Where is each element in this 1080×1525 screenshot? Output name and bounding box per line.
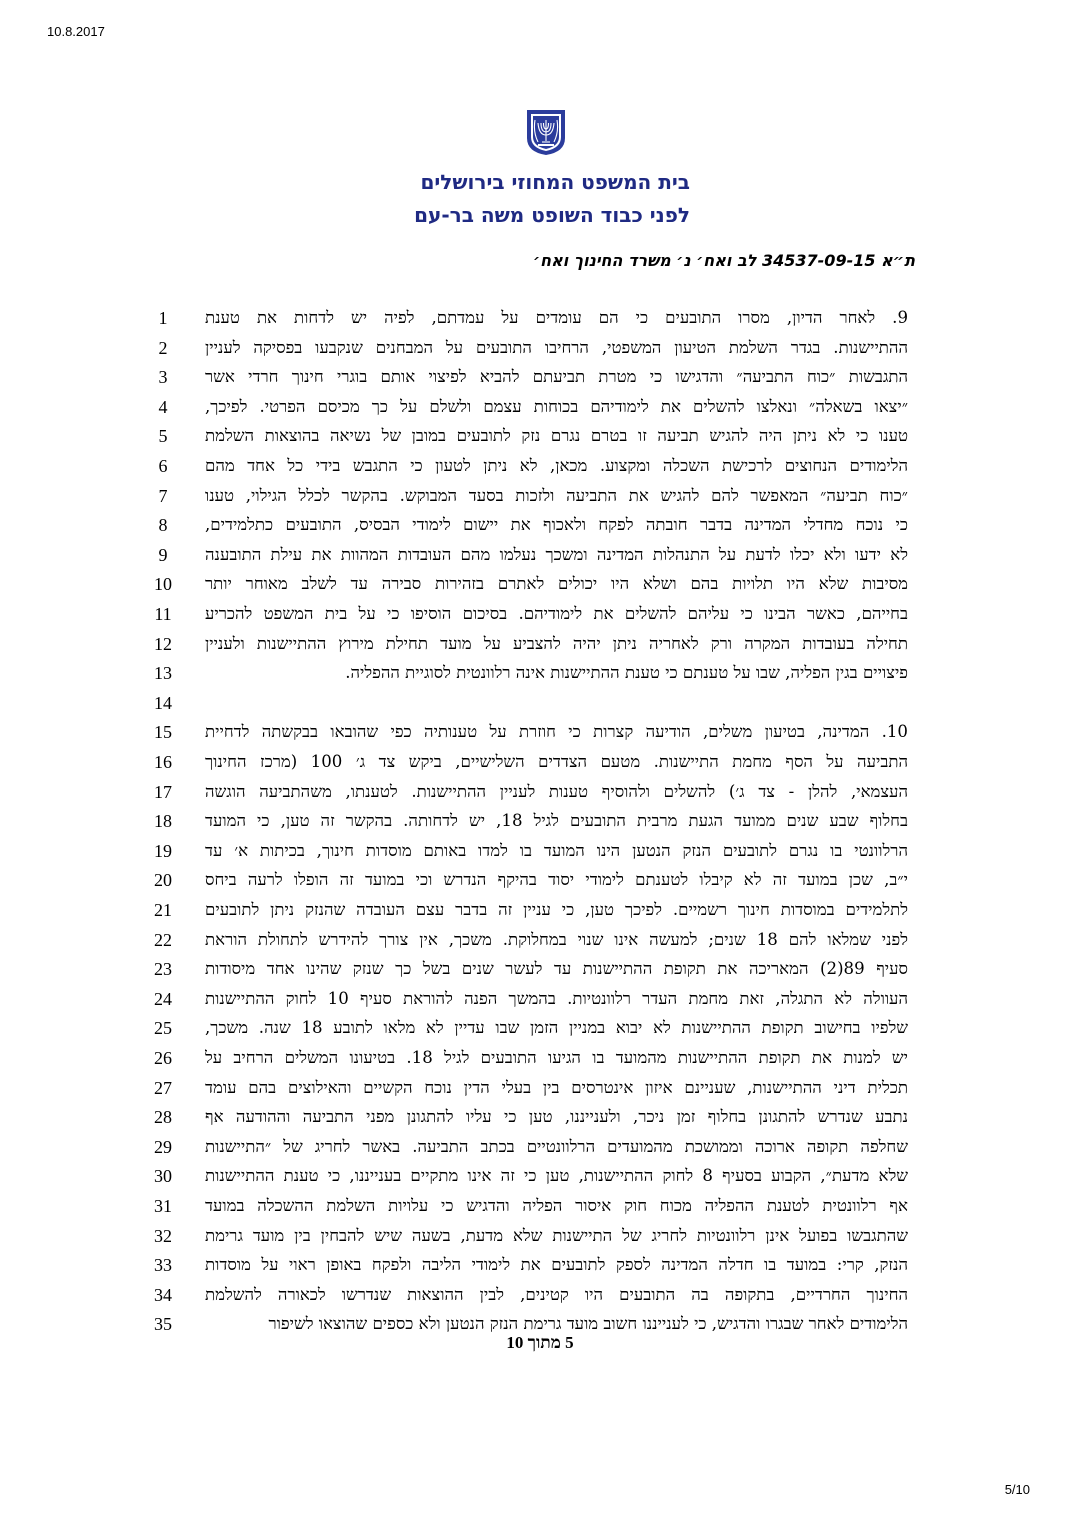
document-line: שהתגבשו בפועל אינן רלוונטיות לחריג של התיישנות שלא מדעת, בשעה שיש להבחין בין מועד גרימת (205, 1226, 908, 1245)
document-line: סעיף 89(2) המאריכה את תקופת ההתיישנות עד לעשר שנים בשל כך שנזק שהינו אחד מיסודות (205, 959, 908, 978)
document-line: לפני שמלאו להם 18 שנים; למעשה אינו שנוי במחלוקת. משכך, אין צורך להידרש לתחולת הוראת (205, 930, 908, 949)
line-number: 14 (154, 693, 172, 713)
document-line: תכלית דיני ההתיישנות, שעניינם איזון אינטרסים בין בעלי הדין נוכח הקשיים והאילוצים בהם עומד (205, 1078, 908, 1097)
line-number: 5 (158, 426, 168, 446)
document-line: בחלוף שבע שנים ממועד הגעת מרבית התובעים לגיל 18, יש לדחותה. בהקשר זה טען, כי המועד (205, 811, 908, 830)
line-number: 30 (154, 1166, 172, 1186)
document-line: הנזק, קרי: במועד בו חדלה המדינה לספק לתובעים את לימודי הליבה ולפקח באופן ראוי על מוסדות (205, 1255, 908, 1274)
document-line: לתלמידים במוסדות חינוך רשמיים. לפיכך טען, כי עניין זה בדבר עצם העובדה שהנזק ניתן לתובעים (205, 900, 908, 919)
print-date: 10.8.2017 (47, 24, 105, 39)
line-number: 26 (154, 1048, 172, 1068)
line-number: 9 (158, 545, 168, 565)
line-number: 8 (158, 515, 168, 535)
document-line: ״יצאו בשאלה״ ונאלצו להשלים את לימודיהם בכוחות עצמם ולשלם על כך מכיסם הפרטי. לפיכך, (205, 397, 908, 416)
line-number: 3 (158, 367, 168, 387)
line-number: 23 (154, 959, 172, 979)
document-line: שלא מדעת״, הקבוע בסעיף 8 לחוק ההתיישנות, טען כי זה אינו מתקיים בענייננו, כי טענת ההתיישנות (205, 1166, 908, 1185)
document-line: התביעה על הסף מחמת התיישנות. מטעם הצדדים השלישיים, ביקש צד ג׳ 100 (מרכז החינוך (205, 752, 908, 771)
line-number: 15 (154, 722, 172, 742)
line-number: 24 (154, 989, 172, 1009)
line-number: 17 (154, 782, 172, 802)
line-number: 22 (154, 930, 172, 950)
document-line: ההתיישנות. בגדר השלמת הטיעון המשפטי, הרחיבו התובעים על המבחנים שנקבעו בפסיקה לעניין (205, 338, 908, 357)
line-number: 4 (158, 397, 168, 417)
document-line: 9. לאחר הדיון, מסרו התובעים כי הם עומדים על עמדתם, לפיה יש לדחות את טענת (205, 308, 908, 327)
document-line: פיצויים בגין הפליה, שבו על טענתם כי טענת ההתיישנות אינה רלוונטית לסוגיית ההפליה. (345, 663, 908, 682)
court-name: בית המשפט המחוזי בירושלים (420, 170, 690, 194)
document-line: הלימודים לאחר שבגרו והדגיש, כי לענייננו חשוב מועד גרימת הנזק הנטען ולא כספים שהוצאו לשיפור (268, 1314, 908, 1333)
line-number: 33 (154, 1255, 172, 1275)
line-number: 7 (158, 486, 168, 506)
document-line: אף רלוונטית לטענת ההפליה מכוח חוק איסור הפליה והדגיש כי עלויות השלמת ההשכלה במועד (205, 1196, 908, 1215)
document-line: תחילה בעובדות המקרה ורק לאחריה ניתן יהיה להצביע על מועד תחילת מירוץ ההתיישנות ולעניין (205, 634, 908, 653)
line-number: 18 (154, 811, 172, 831)
document-line: מסיבות שלא היו תלויות בהם ושלא היו יכולים לאתרם בזהירות סבירה עד לשלב מאוחר יותר (205, 574, 908, 593)
document-line: נתבע שנדרש להתגונן בחלוף זמן ניכר, ולענייננו, טען כי עליו להתגונן מפני התביעה וההודעה אף (205, 1107, 908, 1126)
line-number: 29 (154, 1137, 172, 1157)
document-line: החינוך החרדיים, בתקופה בה התובעים היו קטינים, לבין ההוצאות שנדרשו לכאורה להשלמת (205, 1285, 908, 1304)
line-number: 12 (154, 634, 172, 654)
line-number: 28 (154, 1107, 172, 1127)
document-line: טענו כי לא ניתן היה להגיש תביעה זו בטרם נגרם נזק לתובעים במובן של נשיאה בהוצאות השלמת (205, 426, 908, 445)
document-line: שלפיו בחישוב תקופת ההתיישנות לא יבוא במניין הזמן שבו עדיין לא מלאו לתובע 18 שנה. משכך, (205, 1018, 908, 1037)
document-line: כי נוכח מחדלי המדינה בדבר חובתה לפקח ולאכוף את יישום לימודי הבסיס, התובעים כתלמידים, (205, 515, 908, 534)
document-line: בחייהם, כאשר הבינו כי עליהם להשלים את לימודיהם. בסיכום הוסיפו כי על בית המשפט להכריע (205, 604, 908, 623)
line-number: 31 (154, 1196, 172, 1216)
document-line: ״כוח תביעה״ המאפשר להם להגיש את התביעה ולזכות בסעד המבוקש. בהקשר לכלל הגילוי, טענו (205, 486, 908, 505)
line-number: 1 (158, 308, 168, 328)
document-line: הלימודים הנחוצים לרכישת השכלה ומקצוע. מכאן, לא ניתן לטעון כי התגבש בידי כל אחד מהם (205, 456, 908, 475)
document-line: י״ב, שכן במועד זה לא קיבלו לטענתם לימודי יסוד בהיקף הנדרש וכי במועד זה הופלו לרעה ביחס (205, 870, 908, 889)
line-number: 13 (154, 663, 172, 683)
line-number: 32 (154, 1226, 172, 1246)
line-number: 21 (154, 900, 172, 920)
document-line: התגבשות ״כוח התביעה״ והדגישו כי מטרת תביעתם להביא לפיצוי אותם בוגרי חינוך חרדי אשר (205, 367, 908, 386)
document-line: 10. המדינה, בטיעון משלים, הודיעה קצרות כי חוזרת על טענותיה כפי שהובאו בבקשתה לדחיית (205, 722, 908, 741)
case-title: ת״א 34537-09-15 לב ואח׳ נ׳ משרד החינוך ואח׳ (533, 251, 915, 270)
document-line (205, 688, 908, 718)
line-number: 2 (158, 338, 168, 358)
line-number: 10 (154, 574, 172, 594)
line-number: 27 (154, 1078, 172, 1098)
document-line: העצמאי, להלן - צד ג׳) להשלים ולהוסיף טענות לעניין ההתיישנות. לטענתו, משהתביעה הוגשה (205, 782, 908, 801)
document-line: לא ידעו ולא יכלו לדעת על התנהלות המדינה ומשכך נעלמו מהם העובדות המהוות את עילת התובענה (205, 545, 908, 564)
line-number: 25 (154, 1018, 172, 1038)
document-line: יש למנות את תקופת ההתיישנות מהמועד בו הגיעו התובעים לגיל 18. בטיעונו המשלים הרחיב על (205, 1048, 908, 1067)
line-number: 6 (158, 456, 168, 476)
state-emblem-icon (524, 108, 568, 156)
judge-line: לפני כבוד השופט משה בר-עם (414, 203, 690, 227)
line-number: 34 (154, 1285, 172, 1305)
print-page-number: 5/10 (1004, 1482, 1030, 1497)
line-number: 20 (154, 870, 172, 890)
line-number: 35 (154, 1314, 172, 1334)
document-line: הרלוונטי בו נגרם לתובעים הנזק הנטען הינו המועד בו למדו באותם מוסדות חינוך, בכיתות א׳ עד (205, 841, 908, 860)
line-number: 19 (154, 841, 172, 861)
line-number: 11 (154, 604, 172, 624)
document-line: העוולה לא התגלה, זאת מחמת העדר רלוונטיות. בהמשך הפנה להוראת סעיף 10 לחוק ההתיישנות (205, 989, 908, 1008)
page-footer: 5 מתוך 10 (506, 1333, 574, 1352)
line-number: 16 (154, 752, 172, 772)
document-line: שחלפה תקופה ארוכה וממושכת מהמועדים הרלוונטיים בכתב התביעה. באשר לחריג של ״התיישנות (205, 1137, 908, 1156)
